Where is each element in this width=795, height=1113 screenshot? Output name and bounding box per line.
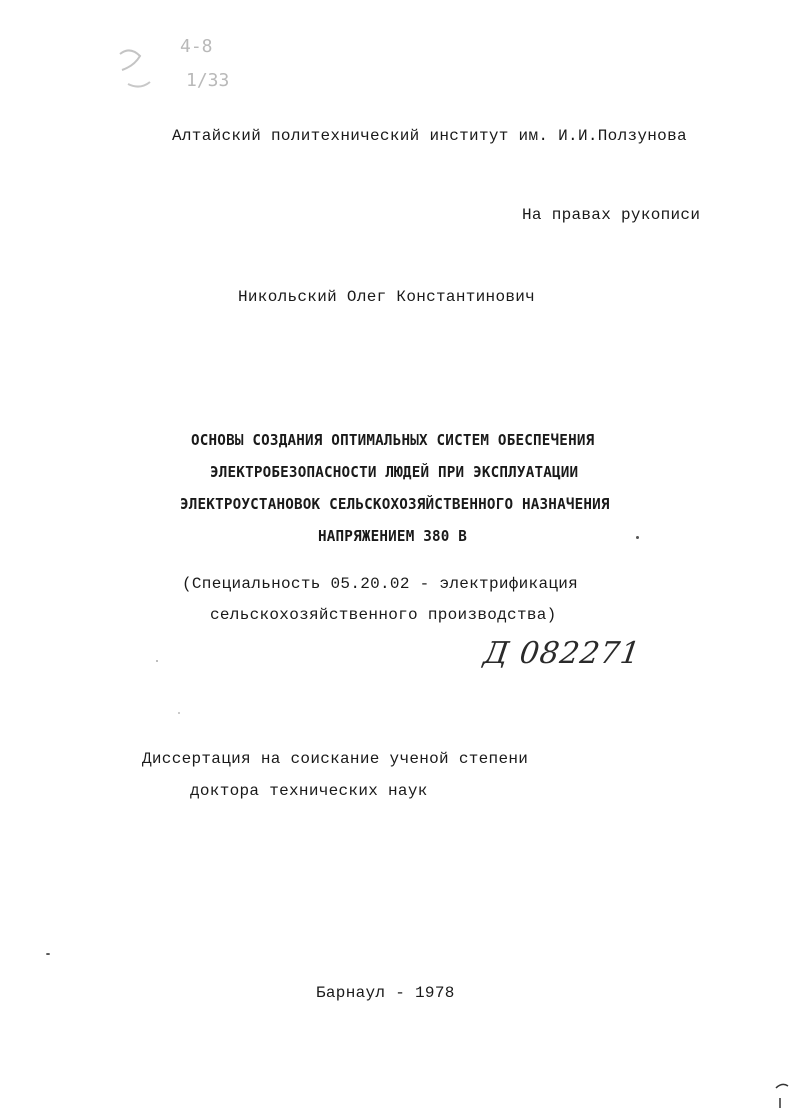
title-line-2: ЭЛЕКТРОБЕЗОПАСНОСТИ ЛЮДЕЙ ПРИ ЭКСПЛУАТАЦИИ — [210, 463, 579, 481]
stamp-scribble-icon — [98, 34, 238, 104]
rights-note: На правах рукописи — [522, 206, 701, 224]
place-and-year: Барнаул - 1978 — [316, 984, 455, 1002]
archive-number: Д 082271 — [481, 636, 643, 671]
corner-mark-icon — [772, 1080, 792, 1110]
specialty-line-1: (Специальность 05.20.02 - электрификация — [182, 575, 579, 593]
stamp-line-1: 4-8 — [180, 36, 213, 57]
degree-line-1: Диссертация на соискание ученой степени — [142, 750, 529, 768]
institution-name: Алтайский политехнический институт им. И.И.Ползунова — [172, 127, 687, 145]
title-line-4: НАПРЯЖЕНИЕМ 380 В — [318, 527, 468, 545]
stamp-line-2: 1/33 — [186, 70, 230, 91]
title-line-3: ЭЛЕКТРОУСТАНОВОК СЕЛЬСКОХОЗЯЙСТВЕННОГО НАЗНАЧЕНИЯ — [180, 495, 610, 513]
scan-speck — [178, 712, 180, 714]
title-line-1: ОСНОВЫ СОЗДАНИЯ ОПТИМАЛЬНЫХ СИСТЕМ ОБЕСПЕЧЕНИЯ — [191, 431, 595, 449]
specialty-line-2: сельскохозяйственного производства) — [210, 606, 557, 624]
scan-speck — [46, 953, 50, 955]
scan-speck — [156, 660, 158, 662]
library-stamp — [98, 34, 238, 104]
degree-line-2: доктора технических наук — [190, 782, 428, 800]
author-name: Никольский Олег Константинович — [238, 288, 536, 306]
scan-speck — [636, 536, 639, 539]
